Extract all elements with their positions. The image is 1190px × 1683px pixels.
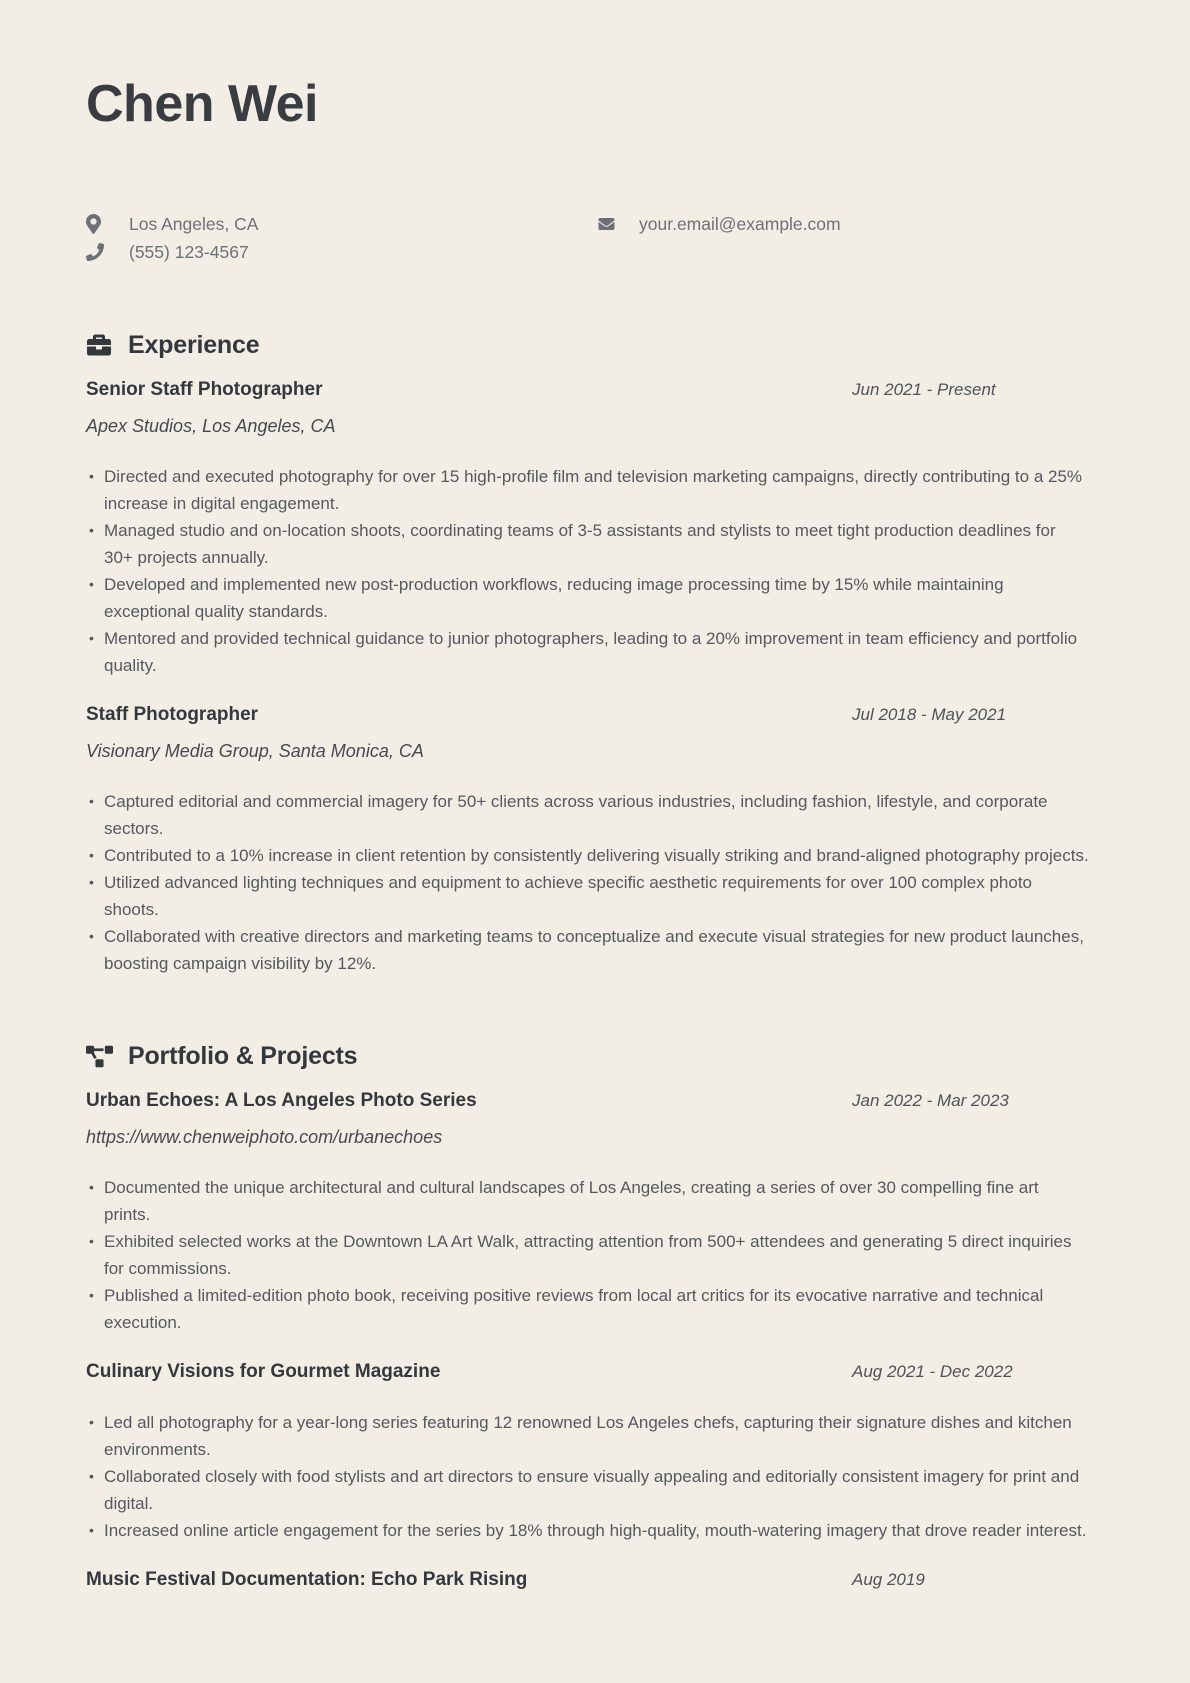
experience-heading [86,330,1110,360]
candidate-name: Chen Wei [86,75,318,133]
bullet-item: • Contributed to a 10% increase in client retention by consistently delivering visually striking and brand-aligned photography projects. [86,842,1089,869]
bullet-item: • Documented the unique architectural and cultural landscapes of Los Angeles, creating a series of over 30 compelling fine art prints. [86,1174,1089,1228]
job-entry-staff-photographer [86,703,1110,977]
portfolio-section [86,1041,1110,1591]
job-title: Senior Staff Photographer [86,379,323,400]
project-header [86,1360,1110,1383]
job-header [86,703,1110,726]
bullet-item: • Captured editorial and commercial imagery for 50+ clients across various industries, including fashion, lifestyle, and corporate sectors. [86,788,1089,842]
bullet-item: • Developed and implemented new post-production workflows, reducing image processing time by 15% while maintaining exceptional quality standards. [86,571,1089,625]
contact-column-left [86,210,596,266]
envelope-icon [596,216,620,232]
section-title-experience: Experience [128,331,260,359]
job-company: Visionary Media Group, Santa Monica, CA [86,741,424,761]
project-entry-culinary-visions [86,1360,1110,1544]
project-title: Culinary Visions for Gourmet Magazine [86,1361,441,1382]
contact-info [86,210,1110,266]
project-dates: Aug 2019 [852,1570,925,1589]
bullet-item: • Directed and executed photography for over 15 high-profile film and television marketing campaigns, directly contributing to a 25% increase in digital engagement. [86,463,1089,517]
contact-phone [86,238,596,266]
briefcase-icon [86,333,113,357]
job-bullet-list [86,463,1089,679]
bullet-item: • Collaborated with creative directors and marketing teams to conceptualize and execute visual strategies for new product launches, boosting campaign visibility by 12%. [86,923,1089,977]
contact-email [596,210,1110,238]
project-header [86,1568,1110,1591]
bullet-item: • Mentored and provided technical guidance to junior photographers, leading to a 20% improvement in team efficiency and portfolio quality. [86,625,1089,679]
job-title: Staff Photographer [86,704,259,725]
project-entry-urban-echoes [86,1089,1110,1336]
job-dates: Jun 2021 - Present [852,380,996,399]
bullet-item: • Led all photography for a year-long series featuring 12 renowned Los Angeles chefs, capturing their signature dishes and kitchen environments. [86,1409,1089,1463]
project-dates: Aug 2021 - Dec 2022 [852,1362,1013,1381]
project-entry-music-festival [86,1568,1110,1591]
project-url[interactable]: https://www.chenweiphoto.com/urbanechoes [86,1127,443,1147]
project-title: Urban Echoes: A Los Angeles Photo Series [86,1090,477,1111]
project-bullet-list [86,1174,1089,1336]
experience-section [86,330,1110,977]
job-company: Apex Studios, Los Angeles, CA [86,416,336,436]
bullet-item: • Exhibited selected works at the Downtown LA Art Walk, attracting attention from 500+ attendees and generating 5 direct inquiries for commissions. [86,1228,1089,1282]
project-bullet-list [86,1409,1089,1544]
contact-location [86,210,596,238]
project-header [86,1089,1110,1112]
project-diagram-icon [86,1045,113,1068]
bullet-item: • Increased online article engagement for the series by 18% through high-quality, mouth-watering imagery that drove reader interest. [86,1517,1089,1544]
project-dates: Jan 2022 - Mar 2023 [852,1091,1009,1110]
bullet-item: • Collaborated closely with food stylists and art directors to ensure visually appealing and editorially consistent imagery for print and digital. [86,1463,1089,1517]
location-text: Los Angeles, CA [129,213,259,234]
job-dates: Jul 2018 - May 2021 [852,705,1007,724]
portfolio-heading [86,1041,1110,1071]
job-entry-senior-staff-photographer [86,378,1110,679]
job-bullet-list [86,788,1089,977]
phone-icon [86,243,110,261]
job-header [86,378,1110,401]
phone-text: (555) 123-4567 [129,241,249,262]
bullet-item: • Managed studio and on-location shoots, coordinating teams of 3-5 assistants and stylists to meet tight production deadlines for 30+ projects annually. [86,517,1089,571]
bullet-item: • Utilized advanced lighting techniques and equipment to achieve specific aesthetic requirements for over 100 complex photo shoots. [86,869,1089,923]
email-text: your.email@example.com [639,213,841,234]
contact-column-right [596,210,1110,266]
bullet-item: • Published a limited-edition photo book, receiving positive reviews from local art critics for its evocative narrative and technical execution. [86,1282,1089,1336]
project-title: Music Festival Documentation: Echo Park Rising [86,1569,528,1590]
section-title-portfolio: Portfolio & Projects [128,1042,358,1070]
location-pin-icon [86,214,110,234]
